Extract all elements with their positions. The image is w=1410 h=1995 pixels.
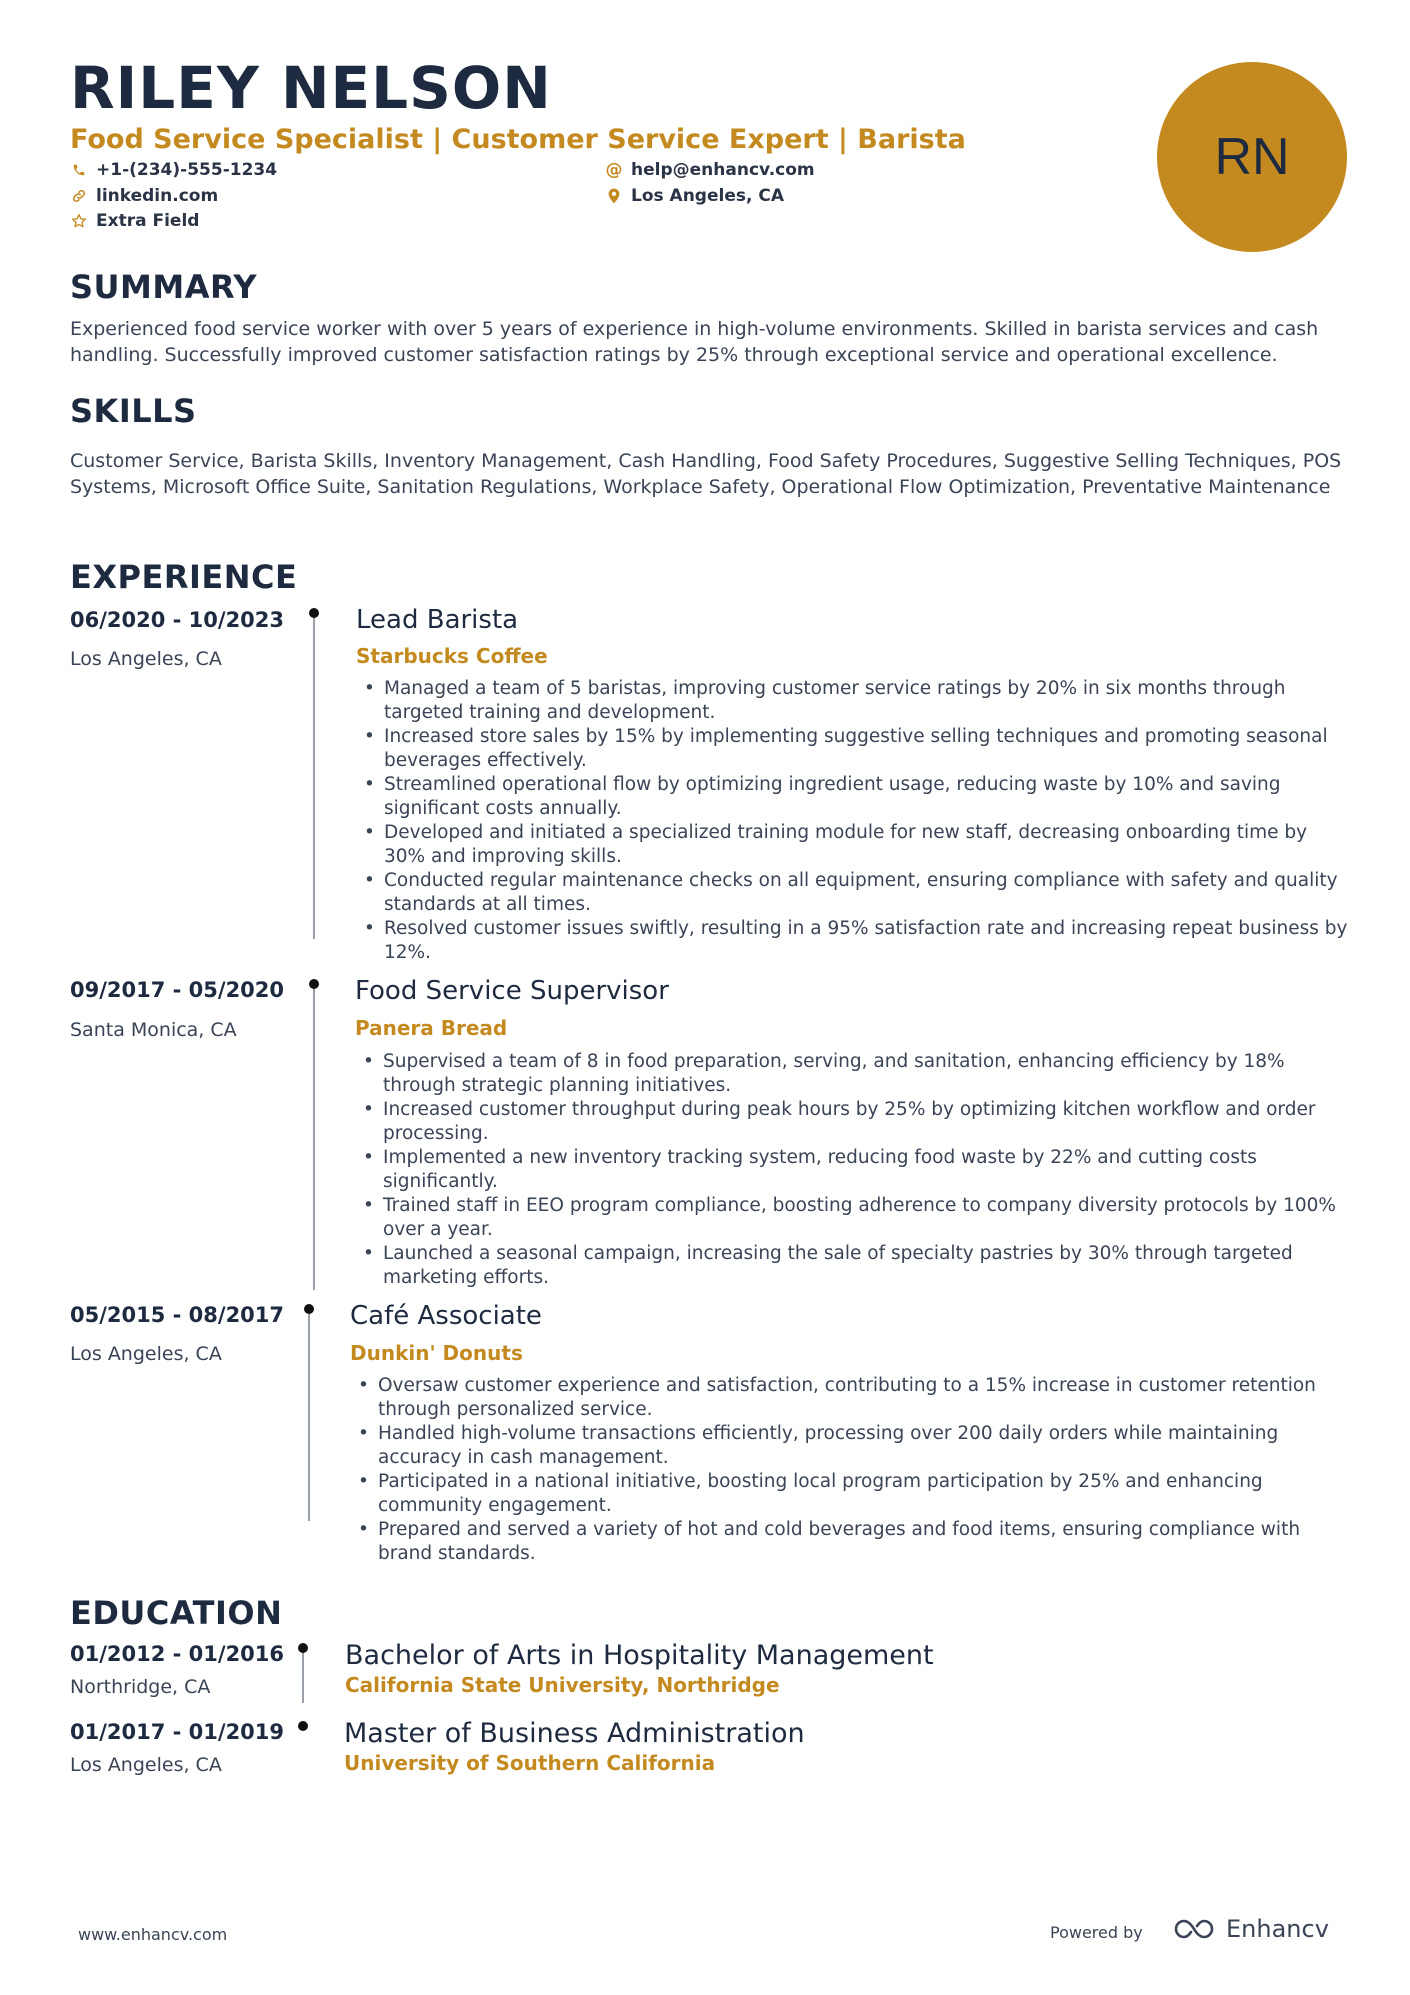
list-item: • Handled high-volume transactions efficiently, processing over 200 daily orders while maintaining accuracy in cash management. <box>356 1422 1351 1470</box>
contact-location <box>605 186 784 206</box>
star-icon <box>70 212 88 230</box>
phone-icon <box>70 161 88 179</box>
skills-heading: SKILLS <box>70 392 197 430</box>
headline: Food Service Specialist | Customer Service Expert | Barista <box>70 124 966 155</box>
candidate-name: RILEY NELSON <box>70 54 552 122</box>
list-item: • Managed a team of 5 baristas, improving customer service ratings by 20% in six months through targeted training and development. <box>362 677 1352 725</box>
contact-email[interactable] <box>605 160 815 180</box>
timeline-line <box>313 984 315 1290</box>
list-item: • Launched a seasonal campaign, increasing the sale of specialty pastries by 30% through targeted marketing efforts. <box>361 1242 1351 1290</box>
education-location: Northridge, CA <box>70 1676 211 1698</box>
contact-phone-text: +1-(234)-555-1234 <box>96 160 278 180</box>
timeline-dot <box>309 979 319 989</box>
contact-location-text: Los Angeles, CA <box>631 186 784 206</box>
timeline-dot <box>298 1721 308 1731</box>
timeline-dot <box>298 1643 308 1653</box>
list-item: • Participated in a national initiative, boosting local program participation by 25% and enhancing community engagement. <box>356 1470 1351 1518</box>
timeline-line <box>302 1648 304 1703</box>
job-bullets <box>361 1050 1351 1290</box>
footer-brand-text: Enhancv <box>1226 1915 1329 1943</box>
job-bullets <box>362 677 1352 965</box>
job-location: Los Angeles, CA <box>70 648 222 670</box>
school-name: California State University, Northridge <box>345 1673 780 1697</box>
contact-extra-field-text: Extra Field <box>96 211 200 231</box>
footer-website-link[interactable]: www.enhancv.com <box>78 1925 228 1944</box>
company-name: Dunkin' Donuts <box>350 1341 523 1365</box>
list-item: • Supervised a team of 8 in food preparation, serving, and sanitation, enhancing efficiency by 18% through strategic planning initiatives. <box>361 1050 1351 1098</box>
contact-linkedin-text: linkedin.com <box>96 186 219 206</box>
list-item: • Trained staff in EEO program compliance, boosting adherence to company diversity protocols by 100% over a year. <box>361 1194 1351 1242</box>
list-item: • Prepared and served a variety of hot and cold beverages and food items, ensuring compliance with brand standards. <box>356 1518 1351 1566</box>
job-dates: 06/2020 - 10/2023 <box>70 608 285 632</box>
contact-linkedin[interactable] <box>70 186 218 206</box>
education-heading: EDUCATION <box>70 1594 283 1632</box>
job-title: Café Associate <box>350 1301 542 1331</box>
company-name: Panera Bread <box>355 1016 508 1040</box>
summary-text: Experienced food service worker with over 5 years of experience in high-volume environments. Skilled in barista services and cash handling. Successfully improved customer satisfaction ratings by 25% through exceptional service and operational excellence. <box>70 318 1319 366</box>
footer-powered-by: Powered by <box>1050 1923 1143 1942</box>
contact-email-text: help@enhancv.com <box>631 160 815 180</box>
job-dates: 09/2017 - 05/2020 <box>70 978 285 1002</box>
list-item: • Developed and initiated a specialized training module for new staff, decreasing onboarding time by 30% and improving skills. <box>362 821 1352 869</box>
list-item: • Conducted regular maintenance checks on all equipment, ensuring compliance with safety and quality standards at all times. <box>362 869 1352 917</box>
link-icon <box>70 187 88 205</box>
job-bullets <box>356 1374 1351 1566</box>
timeline-line <box>308 1309 310 1521</box>
footer-brand-logo[interactable] <box>1172 1915 1329 1943</box>
summary-heading: SUMMARY <box>70 268 258 306</box>
timeline-line <box>313 612 315 939</box>
infinity-logo-icon <box>1172 1917 1216 1941</box>
education-location: Los Angeles, CA <box>70 1754 222 1776</box>
degree-title: Bachelor of Arts in Hospitality Management <box>345 1640 934 1671</box>
contact-phone[interactable] <box>70 160 277 180</box>
company-name: Starbucks Coffee <box>356 644 548 668</box>
job-title: Food Service Supervisor <box>355 976 669 1006</box>
list-item: • Increased store sales by 15% by implementing suggestive selling techniques and promoting seasonal beverages effectively. <box>362 725 1352 773</box>
at-icon: @ <box>605 160 623 180</box>
list-item: • Increased customer throughput during peak hours by 25% by optimizing kitchen workflow and order processing. <box>361 1098 1351 1146</box>
list-item: • Streamlined operational flow by optimizing ingredient usage, reducing waste by 10% and saving significant costs annually. <box>362 773 1352 821</box>
skills-text: Customer Service, Barista Skills, Inventory Management, Cash Handling, Food Safety Procedures, Suggestive Selling Techniques, POS Systems, Microsoft Office Suite, Sanitation Regulations, Workplace Safety, Operational Flow Optimization, Preventative Maintenance <box>70 450 1342 498</box>
school-name: University of Southern California <box>344 1751 716 1775</box>
education-dates: 01/2017 - 01/2019 <box>70 1720 285 1744</box>
list-item: • Implemented a new inventory tracking system, reducing food waste by 22% and cutting costs significantly. <box>361 1146 1351 1194</box>
timeline-dot <box>304 1304 314 1314</box>
list-item: • Resolved customer issues swiftly, resulting in a 95% satisfaction rate and increasing repeat business by 12%. <box>362 917 1352 965</box>
contact-extra-field <box>70 211 199 231</box>
list-item: • Oversaw customer experience and satisfaction, contributing to a 15% increase in customer retention through personalized service. <box>356 1374 1351 1422</box>
location-pin-icon <box>605 187 623 205</box>
job-location: Santa Monica, CA <box>70 1019 237 1041</box>
job-dates: 05/2015 - 08/2017 <box>70 1303 285 1327</box>
job-location: Los Angeles, CA <box>70 1343 222 1365</box>
experience-heading: EXPERIENCE <box>70 558 298 596</box>
timeline-dot <box>309 608 319 618</box>
education-dates: 01/2012 - 01/2016 <box>70 1642 285 1666</box>
job-title: Lead Barista <box>356 605 519 635</box>
degree-title: Master of Business Administration <box>344 1718 805 1749</box>
avatar: RN <box>1157 62 1347 252</box>
